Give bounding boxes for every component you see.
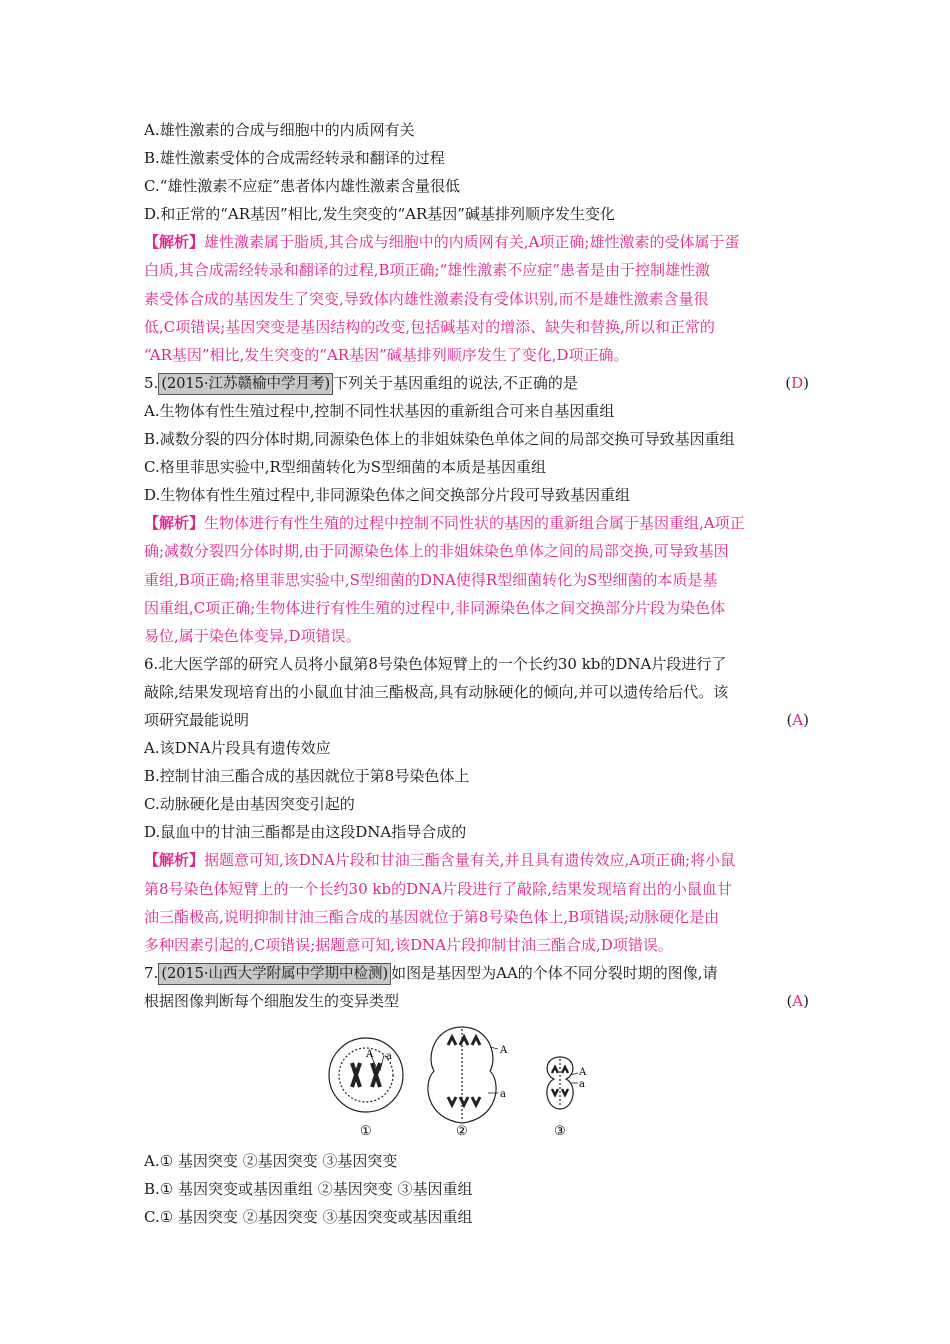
- cell-division-figure: [144, 1023, 809, 1143]
- q6-stem-line-1: 6.北大医学部的研究人员将小鼠第8号染色体短臂上的一个长约30 kb的DNA片段进行了: [144, 654, 727, 673]
- q7-stem-line-2: [144, 987, 809, 1015]
- q5-option-c: C.格里菲思实验中,R型细菌转化为S型细菌的本质是基因重组: [144, 458, 547, 477]
- q5-answer: (D): [785, 373, 809, 392]
- q6-option-a: A.该DNA片段具有遗传效应: [144, 739, 331, 758]
- q5-analysis-line-2: 确;减数分裂四分体时期,由于同源染色体上的非姐妹染色单体之间的局部交换,可导致基因: [144, 542, 729, 561]
- q7-option-a: A.① 基因突变 ②基因突变 ③基因突变: [144, 1152, 398, 1170]
- q6-answer-letter: A: [792, 710, 804, 729]
- q6-analysis-line-1: [144, 846, 809, 874]
- q4-analysis-text: 雄性激素属于脂质,其合成与细胞中的内质网有关,A项正确;雄性激素的受体属于蛋: [204, 233, 740, 252]
- q7-option-c: C.① 基因突变 ②基因突变 ③基因突变或基因重组: [144, 1208, 473, 1227]
- q6-analysis-text: 据题意可知,该DNA片段和甘油三酯含量有关,并且具有遗传效应,A项正确;将小鼠: [204, 851, 736, 870]
- q5-number: 5.: [144, 373, 159, 392]
- cell-3: [547, 1057, 578, 1109]
- cell-3-gene-A: A: [579, 1067, 587, 1078]
- q5-source: (2015·江苏赣榆中学月考): [158, 373, 333, 395]
- cell-diagrams: [322, 1023, 622, 1143]
- q6-analysis-line-4: 多种因素引起的,C项错误;据题意可知,该DNA片段抑制甘油三酯合成,D项错误。: [144, 935, 673, 954]
- figure-label-1: ①: [360, 1124, 372, 1139]
- figure-label-3: ③: [554, 1124, 566, 1139]
- q7-stem-text-2: 根据图像判断每个细胞发生的变异类型: [144, 991, 400, 1010]
- q7-option-b: B.① 基因突变或基因重组 ②基因突变 ③基因重组: [144, 1180, 473, 1199]
- q6-option-d: D.鼠血中的甘油三酯都是由这段DNA指导合成的: [144, 823, 467, 842]
- q4-option-c: C.“雄性激素不应症”患者体内雄性激素含量很低: [144, 177, 461, 196]
- q4-analysis-line-4: 低,C项错误;基因突变是基因结构的改变,包括碱基对的增添、缺失和替换,所以和正常的: [144, 317, 715, 336]
- q7-source: (2015·山西大学附属中学期中检测): [158, 963, 391, 985]
- q6-option-c: C.动脉硬化是由基因突变引起的: [144, 795, 355, 814]
- analysis-tag: 【解析】: [144, 233, 205, 252]
- q6-stem-line-2: 敲除,结果发现培育出的小鼠血甘油三酯极高,具有动脉硬化的倾向,并可以遗传给后代。该: [144, 682, 729, 701]
- q5-option-d: D.生物体有性生殖过程中,非同源染色体之间交换部分片段可导致基因重组: [144, 486, 631, 505]
- cell-3-gene-a: a: [579, 1079, 585, 1090]
- analysis-tag: 【解析】: [144, 851, 205, 870]
- q4-analysis-line-2: 白质,其合成需经转录和翻译的过程,B项正确;“雄性激素不应症”患者是由于控制雄性激: [144, 261, 710, 280]
- q5-analysis-line-3: 重组,B项正确;格里菲思实验中,S型细菌的DNA使得R型细菌转化为S型细菌的本质是基: [144, 570, 718, 589]
- q6-stem-line-3: [144, 706, 809, 734]
- q6-option-b: B.控制甘油三酯合成的基因就位于第8号染色体上: [144, 767, 470, 786]
- q7-number: 7.: [144, 963, 159, 982]
- q6-stem-text: 项研究最能说明: [144, 710, 250, 729]
- q4-analysis-line-3: 素受体合成的基因发生了突变,导致体内雄性激素没有受体识别,而不是雄性激素含量很: [144, 289, 709, 308]
- cell-1-gene-A: A: [366, 1049, 374, 1060]
- q5-analysis-text: 生物体进行有性生殖的过程中控制不同性状的基因的重新组合属于基因重组,A项正: [204, 514, 745, 533]
- q5-option-b: B.减数分裂的四分体时期,同源染色体上的非姐妹染色单体之间的局部交换可导致基因重组: [144, 430, 735, 449]
- q7-stem-text: 如图是基因型为AA的个体不同分裂时期的图像,请: [391, 963, 718, 982]
- q4-analysis-line-5: “AR基因”相比,发生突变的“AR基因”碱基排列顺序发生了变化,D项正确。: [144, 345, 629, 364]
- analysis-tag: 【解析】: [144, 514, 205, 533]
- q5-answer-letter: D: [791, 373, 804, 392]
- q5-stem: [144, 369, 809, 397]
- q4-option-a: A.雄性激素的合成与细胞中的内质网有关: [144, 121, 415, 139]
- q6-analysis-line-2: 第8号染色体短臂上的一个长约30 kb的DNA片段进行了敲除,结果发现培育出的小鼠血甘: [144, 879, 732, 898]
- figure-label-2: ②: [456, 1124, 468, 1139]
- cell-2-gene-A: A: [500, 1045, 508, 1056]
- q4-option-d: D.和正常的“AR基因”相比,发生突变的“AR基因”碱基排列顺序发生变化: [144, 205, 615, 224]
- document-page: [144, 116, 809, 1231]
- q5-option-a: A.生物体有性生殖过程中,控制不同性状基因的重新组合可来自基因重组: [144, 401, 615, 420]
- q5-analysis-line-1: [144, 509, 809, 537]
- q4-analysis-line-1: [144, 228, 809, 256]
- cell-1-gene-a: a: [386, 1051, 392, 1062]
- q7-answer: (A): [786, 991, 809, 1010]
- q4-option-b: B.雄性激素受体的合成需经转录和翻译的过程: [144, 149, 445, 168]
- q7-stem-line-1: [144, 959, 809, 987]
- q5-stem-text: 下列关于基因重组的说法,不正确的是: [333, 373, 578, 392]
- q7-answer-letter: A: [792, 991, 804, 1010]
- cell-2: [428, 1027, 498, 1123]
- cell-2-gene-a: a: [500, 1089, 506, 1100]
- q5-analysis-line-5: 易位,属于染色体变异,D项错误。: [144, 626, 361, 645]
- q5-analysis-line-4: 因重组,C项正确;生物体进行有性生殖的过程中,非同源染色体之间交换部分片段为染色体: [144, 598, 726, 617]
- q6-analysis-line-3: 油三酯极高,说明抑制甘油三酯合成的基因就位于第8号染色体上,B项错误;动脉硬化是由: [144, 907, 720, 926]
- q6-answer: (A): [786, 710, 809, 729]
